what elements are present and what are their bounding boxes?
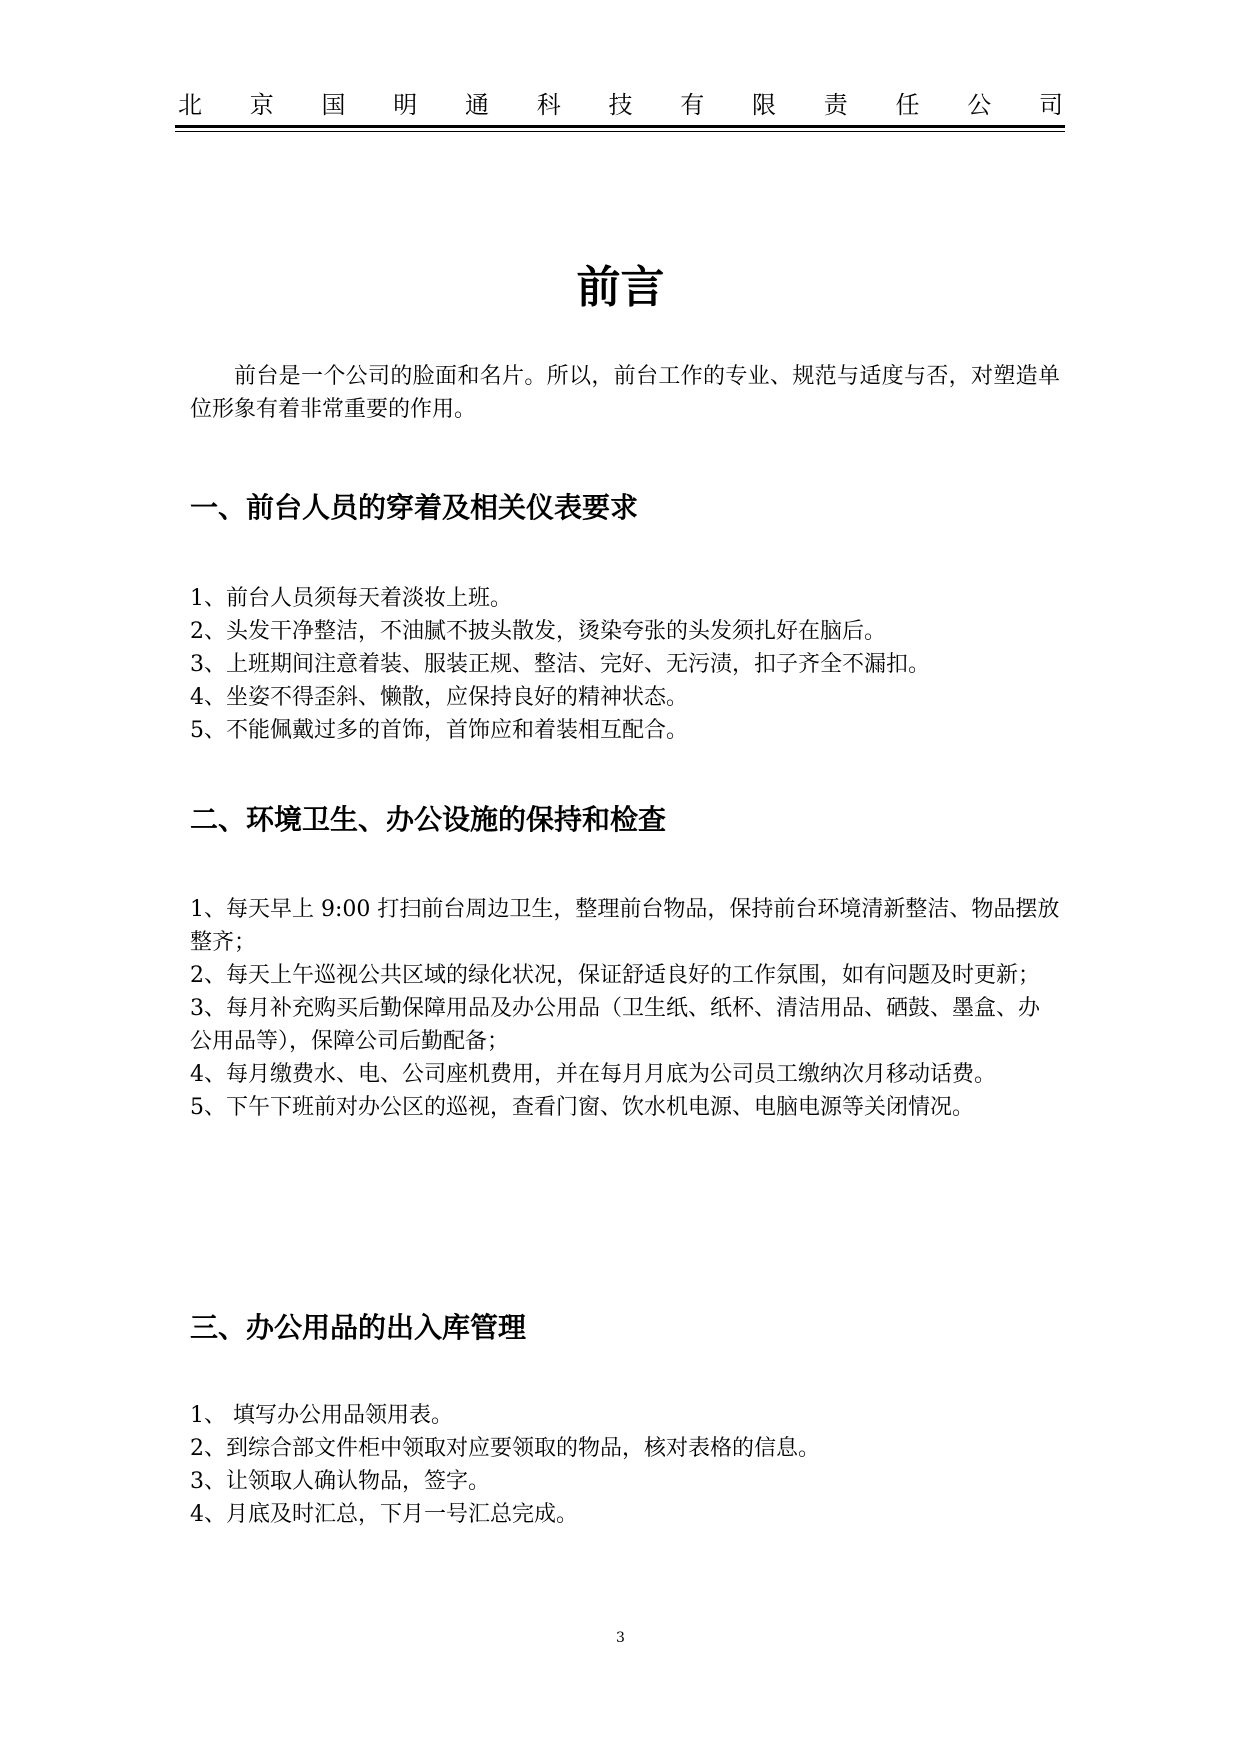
section-1-list bbox=[190, 582, 1060, 747]
list-item: 4、每月缴费水、电、公司座机费用，并在每月月底为公司员工缴纳次月移动话费。 bbox=[190, 1062, 996, 1087]
section-3-list bbox=[190, 1399, 1060, 1531]
header-char: 明 bbox=[393, 91, 418, 119]
list-item: 2、头发干净整洁，不油腻不披头散发，烫染夸张的头发须扎好在脑后。 bbox=[190, 619, 886, 644]
list-item: 3、让领取人确认物品，签字。 bbox=[190, 1469, 490, 1494]
header-char: 技 bbox=[608, 91, 633, 119]
header-char: 科 bbox=[536, 91, 561, 119]
section-heading-2: 二、环境卫生、办公设施的保持和检查 bbox=[190, 803, 667, 836]
header-char: 国 bbox=[321, 91, 346, 119]
list-item: 2、每天上午巡视公共区域的绿化状况，保证舒适良好的工作氛围，如有问题及时更新； bbox=[190, 963, 1040, 988]
section-heading-1: 一、前台人员的穿着及相关仪表要求 bbox=[190, 491, 639, 524]
list-item: 4、月底及时汇总，下月一号汇总完成。 bbox=[190, 1502, 578, 1527]
header-char: 北 bbox=[178, 91, 202, 119]
list-item: 1、 填写办公用品领用表。 bbox=[190, 1403, 453, 1428]
header-char: 司 bbox=[1039, 91, 1063, 119]
header-char: 限 bbox=[752, 91, 776, 119]
list-item: 1、每天早上 9:00 打扫前台周边卫生，整理前台物品，保持前台环境清新整洁、物品摆放整齐； bbox=[190, 897, 1060, 955]
header-char: 公 bbox=[967, 91, 992, 119]
header-char: 通 bbox=[465, 91, 489, 119]
list-item: 5、不能佩戴过多的首饰，首饰应和着装相互配合。 bbox=[190, 718, 688, 743]
page-title: 前言 bbox=[576, 262, 665, 313]
header-char: 京 bbox=[249, 91, 274, 119]
list-item: 3、上班期间注意着装、服装正规、整洁、完好、无污渍，扣子齐全不漏扣。 bbox=[190, 652, 930, 677]
section-heading-3: 三、办公用品的出入库管理 bbox=[190, 1311, 527, 1344]
company-header bbox=[178, 88, 1063, 122]
list-item: 1、前台人员须每天着淡妆上班。 bbox=[190, 586, 512, 611]
header-rule-thick bbox=[175, 125, 1065, 128]
list-item: 4、坐姿不得歪斜、懒散，应保持良好的精神状态。 bbox=[190, 685, 688, 710]
list-item: 5、下午下班前对办公区的巡视，查看门窗、饮水机电源、电脑电源等关闭情况。 bbox=[190, 1095, 974, 1120]
list-item: 2、到综合部文件柜中领取对应要领取的物品，核对表格的信息。 bbox=[190, 1436, 820, 1461]
header-rule-thin bbox=[175, 131, 1065, 132]
header-char: 任 bbox=[895, 91, 920, 119]
list-item: 3、每月补充购买后勤保障用品及办公用品（卫生纸、纸杯、清洁用品、硒鼓、墨盒、办公用品等），保障公司后勤配备； bbox=[190, 996, 1040, 1054]
intro-paragraph: 前台是一个公司的脸面和名片。所以，前台工作的专业、规范与适度与否，对塑造单位形象有着非常重要的作用。 bbox=[190, 364, 1060, 422]
section-2-list bbox=[190, 893, 1060, 1124]
header-char: 责 bbox=[823, 91, 848, 119]
header-char: 有 bbox=[680, 91, 705, 119]
page-number: 3 bbox=[616, 1630, 625, 1646]
